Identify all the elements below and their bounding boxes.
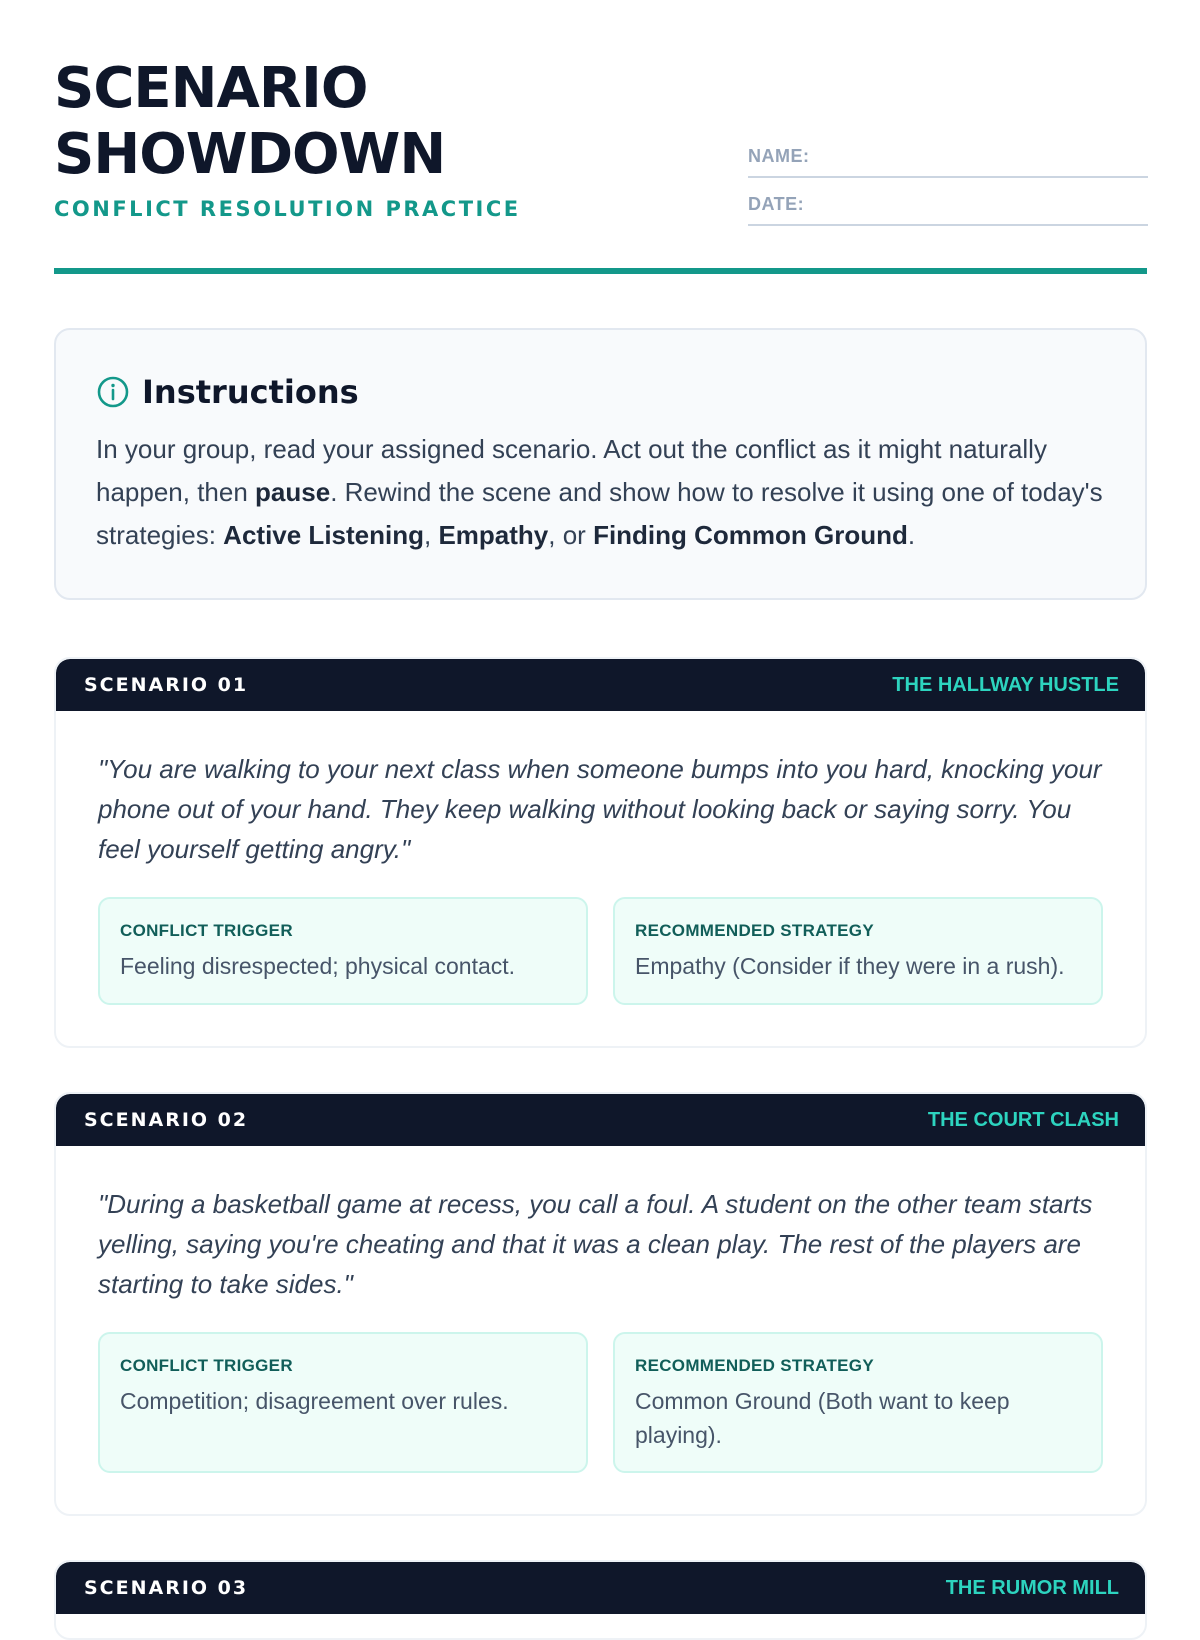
title-line-2: SHOWDOWN (54, 122, 446, 187)
scenario-header (56, 1094, 1145, 1146)
conflict-trigger-box (98, 1332, 588, 1473)
separator-2: , or (548, 520, 594, 550)
scenario-card-02 (54, 1092, 1147, 1516)
instructions-title: Instructions (142, 373, 359, 411)
name-field[interactable] (748, 136, 1148, 178)
scenario-card-01 (54, 657, 1147, 1048)
scenario-details (98, 897, 1103, 1005)
scenario-quote: "You are walking to your next class when someone bumps into you hard, knocking your phone out of your hand. They keep walking without looking back or saying sorry. You feel yourself getting angry." (98, 754, 1102, 864)
recommended-strategy-label: RECOMMENDED STRATEGY (635, 921, 874, 940)
scenario-number: SCENARIO 03 (84, 1577, 249, 1599)
scenario-body (56, 711, 1145, 1045)
scenario-body (56, 1146, 1145, 1513)
scenario-name: THE COURT CLASH (927, 1108, 1119, 1131)
scenario-number: SCENARIO 01 (84, 674, 249, 696)
header-divider (54, 268, 1147, 274)
scenario-card-03 (54, 1560, 1147, 1640)
scenario-name: THE HALLWAY HUSTLE (892, 673, 1119, 696)
page-subtitle: CONFLICT RESOLUTION PRACTICE (54, 197, 521, 221)
pause-emphasis: pause (255, 477, 331, 507)
strategy-active-listening: Active Listening (223, 520, 424, 550)
conflict-trigger-label: CONFLICT TRIGGER (120, 1356, 293, 1375)
conflict-trigger-text: Feeling disrespected; physical contact. (120, 953, 516, 979)
title-line-1: SCENARIO (54, 56, 368, 121)
worksheet-header (54, 0, 1147, 275)
recommended-strategy-text: Common Ground (Both want to keep playing). (635, 1388, 1010, 1448)
date-field[interactable] (748, 184, 1148, 226)
conflict-trigger-text: Competition; disagreement over rules. (120, 1388, 509, 1414)
recommended-strategy-box (613, 1332, 1103, 1473)
scenario-header (56, 659, 1145, 711)
name-label: NAME: (748, 146, 810, 166)
instructions-text (96, 428, 1105, 557)
recommended-strategy-label: RECOMMENDED STRATEGY (635, 1356, 874, 1375)
conflict-trigger-label: CONFLICT TRIGGER (120, 921, 293, 940)
instructions-text-1: In your group, read your assigned scenario. Act out the conflict as it might naturally happen, then (96, 434, 1047, 507)
strategy-common-ground: Finding Common Ground (593, 520, 908, 550)
instructions-panel (54, 328, 1147, 600)
page-title (54, 56, 445, 188)
date-label: DATE: (748, 194, 805, 214)
student-fields (748, 136, 1148, 232)
recommended-strategy-box (613, 897, 1103, 1005)
instructions-text-2: . Rewind the scene and show how to resolve it using one of today's strategies: (96, 477, 1103, 550)
strategy-empathy: Empathy (438, 520, 549, 550)
instructions-end: . (907, 520, 916, 550)
recommended-strategy-text: Empathy (Consider if they were in a rush). (635, 953, 1065, 979)
instructions-header (96, 370, 1105, 414)
scenario-name: THE RUMOR MILL (945, 1576, 1119, 1599)
scenario-quote: "During a basketball game at recess, you call a foul. A student on the other team starts yelling, saying you're cheating and that it was a clean play. The rest of the players are starting to take sides." (98, 1189, 1093, 1299)
scenario-header (56, 1562, 1145, 1614)
worksheet-page (54, 0, 1147, 1599)
scenario-number: SCENARIO 02 (84, 1109, 249, 1131)
separator-1: , (424, 520, 439, 550)
conflict-trigger-box (98, 897, 588, 1005)
scenario-details (98, 1332, 1103, 1473)
info-icon (96, 375, 130, 409)
